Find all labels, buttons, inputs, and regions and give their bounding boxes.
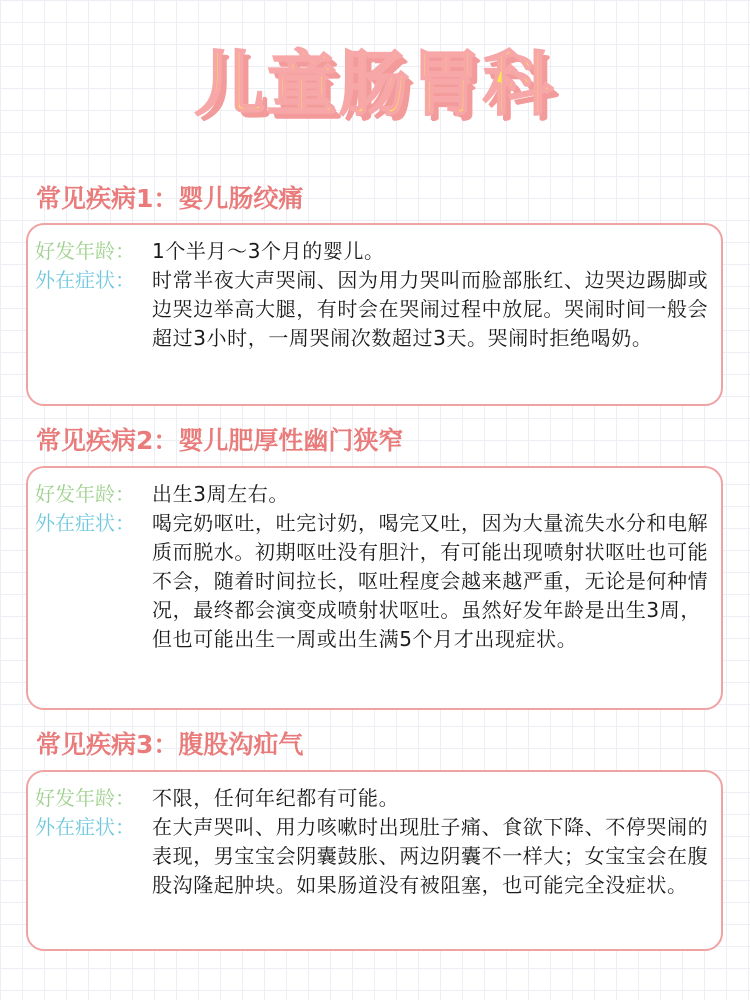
age-text: 不限，任何年纪都有可能。 (152, 786, 400, 810)
age-label: 好发年龄： (35, 239, 135, 263)
age-label: 好发年龄： (35, 786, 135, 810)
section-heading-1: 常见疾病1：婴儿肠绞痛 (36, 184, 304, 213)
section-heading-3: 常见疾病3：腹股沟疝气 (36, 730, 304, 759)
symptom-label: 外在症状： (35, 511, 135, 535)
symptom-text: 在大声哭叫、用力咳嗽时出现肚子痛、食欲下降、不停哭闹的表现，男宝宝会阴囊鼓胀、两边阴囊不一样大；女宝宝会在腹股沟隆起肿块。如果肠道没有被阻塞，也可能完全没症状。 (152, 815, 709, 897)
disease-card-3 (26, 770, 723, 951)
symptom-text: 时常半夜大声哭闹、因为用力哭叫而脸部胀红、边哭边踢脚或边哭边举高大腿，有时会在哭闹过程中放屁。哭闹时间一般会超过3小时，一周哭闹次数超过3天。哭闹时拒绝喝奶。 (152, 268, 709, 350)
symptom-label: 外在症状： (35, 815, 135, 839)
age-text: 1个半月～3个月的婴儿。 (152, 239, 385, 263)
age-text: 出生3周左右。 (152, 482, 289, 506)
disease-card-2 (26, 466, 723, 710)
age-label: 好发年龄： (35, 482, 135, 506)
disease-card-1 (26, 223, 723, 406)
section-heading-2: 常见疾病2：婴儿肥厚性幽门狭窄 (36, 426, 404, 455)
symptom-text: 喝完奶呕吐，吐完讨奶，喝完又吐，因为大量流失水分和电解质而脱水。初期呕吐没有胆汁，有可能出现喷射状呕吐也可能不会，随着时间拉长，呕吐程度会越来越严重，无论是何种情况，最终都会演变成喷射状呕吐。虽然好发年龄是出生3周，但也可能出生一周或出生满5个月才出现症状。 (152, 511, 709, 651)
symptom-label: 外在症状： (35, 268, 135, 292)
page-title: 儿童肠胃科 (195, 43, 555, 125)
